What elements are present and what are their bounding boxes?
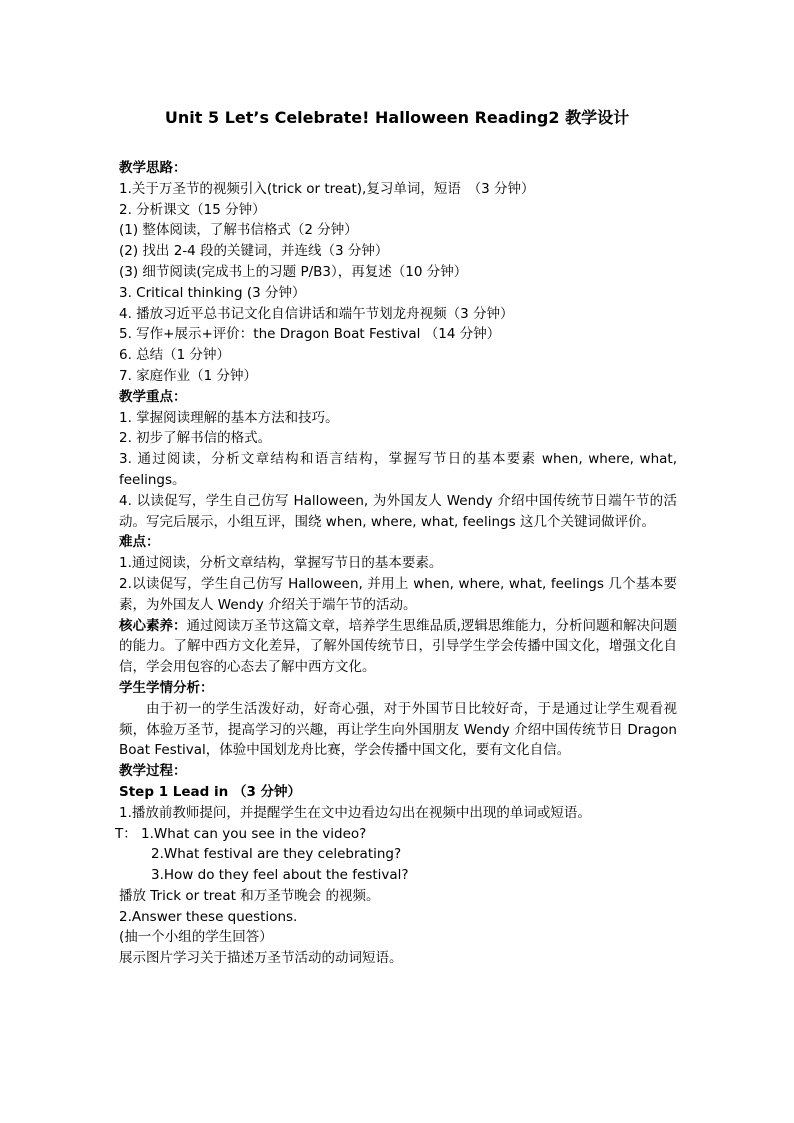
literacy-text: 通过阅读万圣节这篇文章，培养学生思维品质,逻辑思维能力，分析问题和解决问题的能力。了解中西方文化差异，了解外国传统节日，引导学生学会传播中国文化，增强文化自信，学会用包容的心态去了解中西方文化。 bbox=[119, 617, 677, 676]
section-heading-key-points: 教学重点： bbox=[119, 388, 187, 405]
list-item: 2.以读促写，学生自己仿写 Halloween, 并用上 when, where, what, feelings 几个基本要素，为外国友人 Wendy 介绍关于端午节的活动。 bbox=[119, 575, 677, 613]
students-text: 由于初一的学生活泼好动，好奇心强，对于外国节日比较好奇，于是通过让学生观看视频，体验万圣节，提高学习的兴趣，再让学生向外国朋友 Wendy 介绍中国传统节日 Dragon Boat Festival，体验中国划龙舟比赛，学会传播中国文化，要有文化自信。 bbox=[119, 700, 677, 759]
section-heading-process: 教学过程： bbox=[119, 763, 187, 780]
section-heading-thinking: 教学思路： bbox=[119, 160, 187, 176]
section-heading-difficulties: 难点： bbox=[119, 534, 160, 551]
section-heading-students: 学生学情分析： bbox=[119, 679, 214, 696]
list-item: 6. 总结（1 分钟） bbox=[119, 347, 231, 364]
question-line: 3.How do they feel about the festival? bbox=[151, 867, 409, 884]
list-item: (1) 整体阅读，了解书信格式（2 分钟） bbox=[119, 222, 358, 239]
list-item: (3) 细节阅读(完成书上的习题 P/B3），再复述（10 分钟） bbox=[119, 263, 468, 280]
list-item: 7. 家庭作业（1 分钟） bbox=[119, 367, 258, 384]
list-item: 2. 分析课文（15 分钟） bbox=[119, 201, 266, 218]
list-item: 4. 播放习近平总书记文化自信讲话和端午节划龙舟视频（3 分钟） bbox=[119, 305, 514, 322]
list-item: (2) 找出 2-4 段的关键词，并连线（3 分钟） bbox=[119, 243, 389, 260]
process-line: 播放 Trick or treat 和万圣节晚会 的视频。 bbox=[119, 887, 380, 904]
list-item: 1.关于万圣节的视频引入(trick or treat),复习单词，短语 （3 分钟） bbox=[119, 180, 535, 197]
list-item: 3. 通过阅读，分析文章结构和语言结构，掌握写节日的基本要素 when, where, what, feelings。 bbox=[119, 451, 677, 488]
process-line: 1.播放前教师提问，并提醒学生在文中边看边勾出在视频中出现的单词或短语。 bbox=[119, 804, 591, 821]
list-item: 1.通过阅读，分析文章结构，掌握写节日的基本要素。 bbox=[119, 555, 443, 572]
process-line: (抽一个小组的学生回答） bbox=[119, 929, 273, 946]
question-line: 2.What festival are they celebrating? bbox=[151, 846, 402, 863]
process-line: 2.Answer these questions. bbox=[119, 908, 298, 925]
list-item: 3. Critical thinking (3 分钟） bbox=[119, 284, 306, 301]
document-body bbox=[115, 158, 677, 969]
step-heading: Step 1 Lead in （3 分钟） bbox=[119, 783, 302, 800]
section-heading-literacy: 核心素养： bbox=[119, 617, 187, 634]
process-line: 展示图片学习关于描述万圣节活动的动词短语。 bbox=[119, 950, 403, 967]
question-line: T： 1.What can you see in the video? bbox=[115, 825, 367, 842]
list-item: 2. 初步了解书信的格式。 bbox=[119, 430, 272, 447]
list-item: 1. 掌握阅读理解的基本方法和技巧。 bbox=[119, 409, 339, 426]
list-item: 4. 以读促写，学生自己仿写 Halloween, 为外国友人 Wendy 介绍中国传统节日端午节的活动。写完后展示，小组互评，围绕 when, where, what, feelings 这几个关键词做评价。 bbox=[119, 492, 677, 530]
list-item: 5. 写作+展示+评价：the Dragon Boat Festival （14 分钟） bbox=[119, 326, 501, 343]
page-title: Unit 5 Let’s Celebrate! Halloween Reading2 教学设计 bbox=[164, 108, 630, 127]
literacy-paragraph bbox=[119, 616, 677, 678]
